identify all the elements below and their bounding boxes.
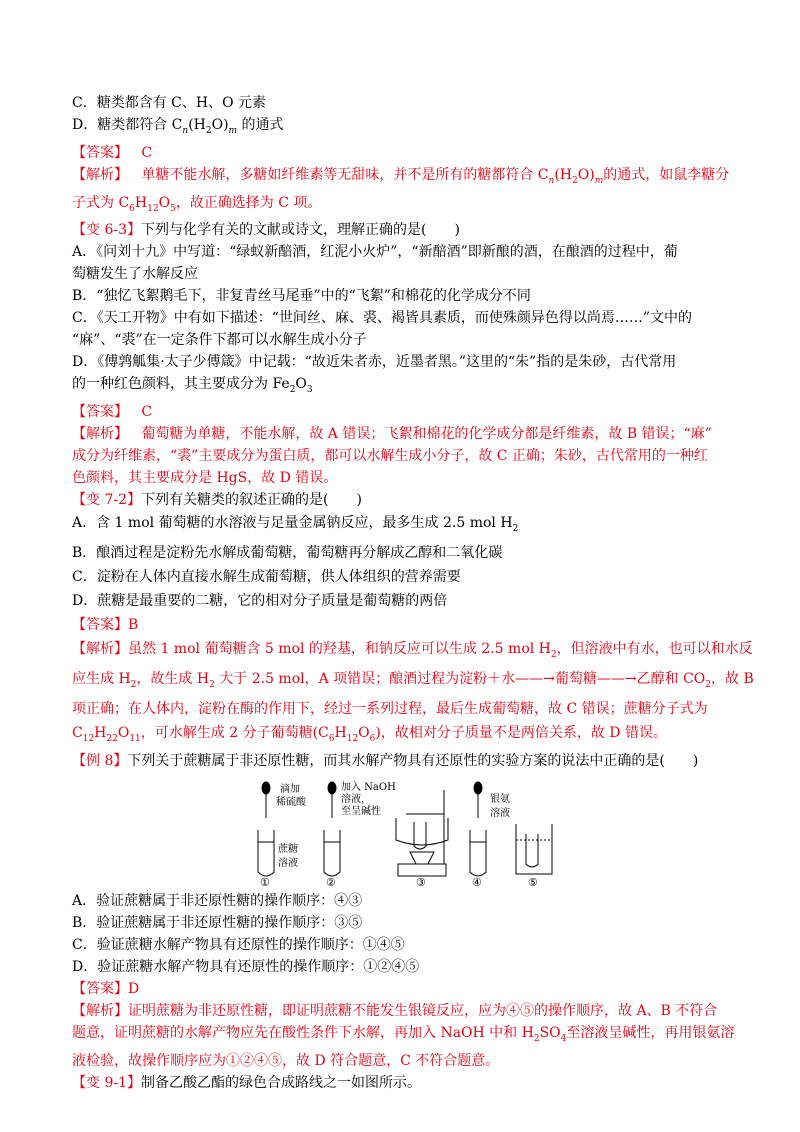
analysis-line: 液检验，故操作顺序应为①②④⑤，故 D 符合题意，C 不符合题意。 [72,1053,500,1070]
question-stem: 【例 8】下列关于蔗糖属于非还原性糖，而其水解产物具有还原性的实验方案的说法中正确的是( ) [72,753,699,770]
question-stem: 【变 9-1】制备乙酸乙酯的绿色合成路线之一如图所示。 [72,1075,421,1092]
analysis-line: 子式为 $C_6H_{12}O_5$，故正确选择为 C 项。 [72,194,322,214]
option-a: A．《问刘十九》中写道：“绿蚁新醅酒，红泥小火炉”，“新醅酒”即新酿的酒，在酿酒的过程中，葡 [72,244,678,261]
dropper-bulb-icon [474,782,482,794]
option-c: C．验证蔗糖水解产物具有还原性的操作顺序：①④⑤ [72,937,405,954]
analysis-line: 【解析】虽然 1 mol 葡萄糖含 5 mol 的羟基，和钠反应可以生成 2.5 mol $H_2$，但溶液中有水，也可以和水反 [72,640,753,660]
analysis-line: 项正确；在人体内，淀粉在酶的作用下，经过一系列过程，最后生成葡萄糖，故 C 错误；蔗糖分子式为 [72,700,708,717]
option-c: C．《天工开物》中有如下描述：“世间丝、麻、裘、褐皆具素质，而使殊颜异色得以尚焉……”文中的 [72,310,693,327]
option-b: B．“独忆飞絮鹅毛下，非复青丝马尾垂”中的“飞絮”和棉花的化学成分不同 [72,288,531,305]
analysis-line: 成分为纤维素，“裘”主要成分为蛋白质，都可以水解生成小分子，故 C 正确；朱砂，古代常用的一种红 [72,448,708,465]
analysis-line: 【解析】 单糖不能水解，多糖如纤维素等无甜味，并不是所有的糖都符合 $C_n(H_2O)_m$的通式，如鼠李糖分 [72,166,730,186]
answer-line: 【答案】D [72,981,140,998]
option-a: A．验证蔗糖属于非还原性糖的操作顺序：④③ [72,893,363,910]
figure-label: 溶液， [341,794,371,806]
answer-line: 【答案】 C [72,404,153,421]
option-d: D．《傅鹑觚集·太子少傅箴》中记载：“故近朱者赤，近墨者黑。”这里的“朱”指的是朱砂，古代常用 [72,354,677,371]
figure-label: 滴加 [280,784,300,796]
analysis-line: $C_{12}H_{22}O_{11}$，可水解生成 2 分子葡萄糖$(C_6H_{12}O_6)$，故相对分子质量不是两倍关系，故 D 错误。 [72,724,667,744]
option-b: B．酿酒过程是淀粉先水解成葡萄糖，葡萄糖再分解成乙醇和二氧化碳 [72,544,503,561]
option-c: C．糖类都含有 C、H、O 元素 [72,95,267,111]
analysis-line: 色颜料，其主要成分是 HgS，故 D 错误。 [72,470,338,487]
answer-line: 【答案】 C [72,144,153,161]
option-d: D．验证蔗糖水解产物具有还原性的操作顺序：①②④⑤ [72,959,420,976]
figure-number: ⑤ [528,876,538,889]
option-c: C．淀粉在人体内直接水解生成葡萄糖，供人体组织的营养需要 [72,568,461,585]
figure-number: ① [260,876,270,889]
question-stem: 【变 6-3】下列与化学有关的文献或诗文，理解正确的是( ) [72,222,460,239]
figure-label: 加入 NaOH [341,782,396,794]
analysis-line: 【解析】 葡萄糖为单糖，不能水解，故 A 错误；飞絮和棉花的化学成分都是纤维素，故 B 错误；“麻” [72,426,712,443]
option-d-cont: 的一种红色颜料，其主要成分为 $Fe_2O_3$ [72,376,313,396]
analysis-line: 题意，证明蔗糖的水解产物应先在酸性条件下水解，再加入 NaOH 中和 $H_2SO_4$至溶液呈碱性，再用银氨溶 [72,1025,735,1045]
figure-number: ③ [416,876,426,889]
figure-number: ④ [472,876,482,889]
figure-label: 溶液 [490,808,510,820]
question-stem: 【变 7-2】下列有关糖类的叙述正确的是( ) [72,492,362,509]
option-c-cont: “麻”、“裘”在一定条件下都可以水解生成小分子 [72,332,367,349]
figure-label: 蔗糖 [278,844,298,856]
experiment-figure [246,780,566,888]
figure-label: 至呈碱性 [341,806,381,818]
dropper-bulb-icon [328,782,336,794]
option-b: B．验证蔗糖属于非还原性糖的操作顺序：③⑤ [72,915,363,932]
figure-label: 银氨 [490,794,510,806]
analysis-line: 【解析】证明蔗糖为非还原性糖，即证明蔗糖不能发生银镜反应，应为④⑤的操作顺序，故 A、B 不符合 [72,1003,718,1020]
figure-label: 溶液 [278,858,298,870]
figure-number: ② [326,876,336,889]
figure-label: 稀硫酸 [276,797,306,809]
apparatus-diagram [246,780,566,888]
option-a: A．含 1 mol 葡萄糖的水溶液与足量金属钠反应，最多生成 2.5 mol $H_2$ [72,515,519,534]
dropper-bulb-icon [262,782,270,794]
answer-line: 【答案】B [72,616,139,633]
document-page [72,92,754,1094]
option-a-cont: 萄糖发生了水解反应 [72,266,198,283]
analysis-line: 应生成 $H_2$，故生成 $H_2$ 大于 2.5 mol，A 项错误；酿酒过程为淀粉＋水——→葡萄糖——→乙醇和 $CO_2$，故 B [72,670,754,690]
option-d: D．蔗糖是最重要的二糖，它的相对分子质量是葡萄糖的两倍 [72,592,448,609]
option-d: D．糖类都符合 $C_n(H_2O)_m$ 的通式 [72,117,284,136]
